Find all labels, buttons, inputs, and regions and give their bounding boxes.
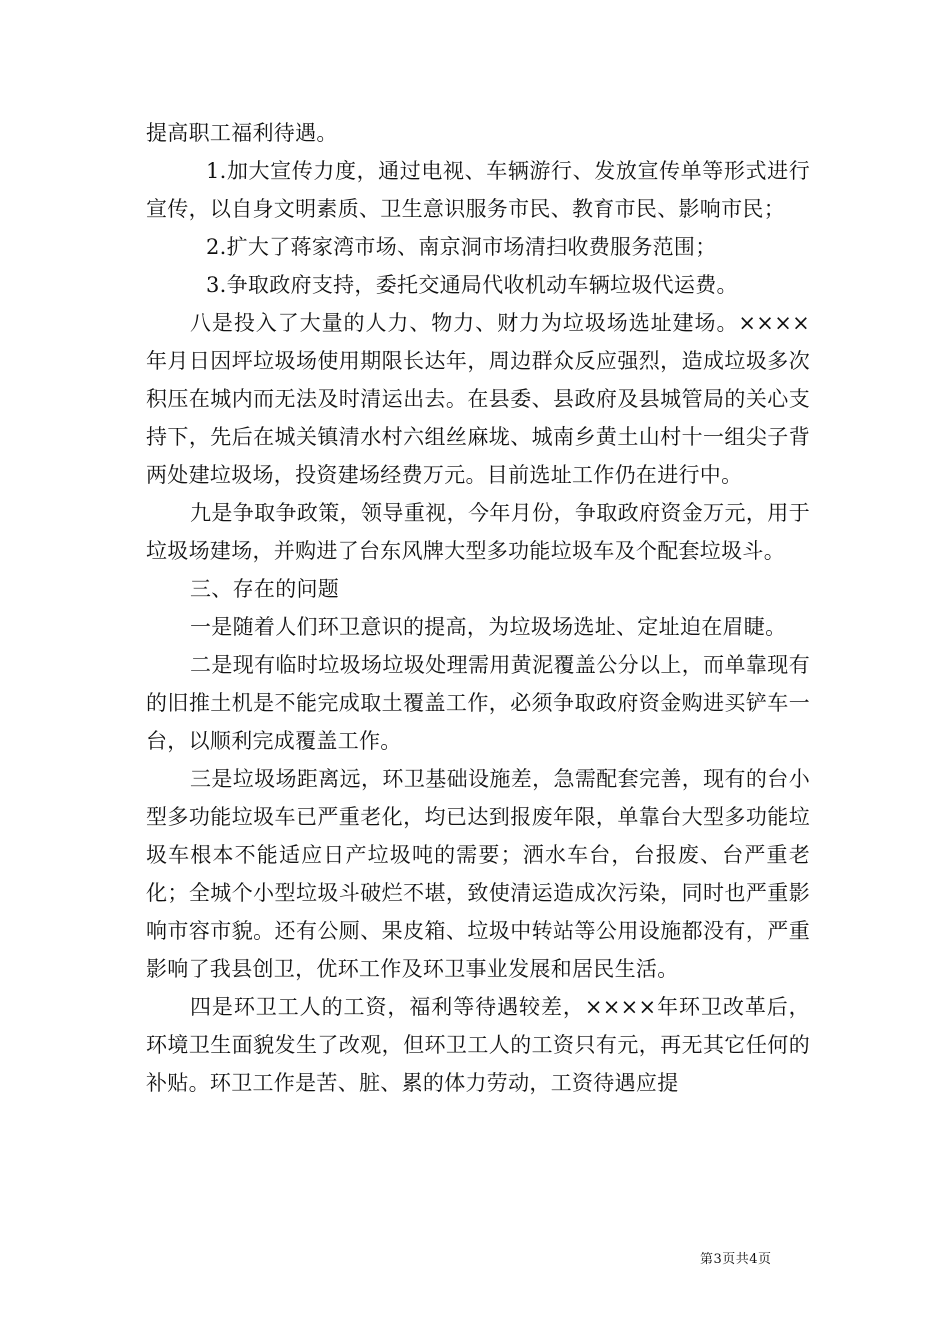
- problem-3: 三是垃圾场距离远，环卫基础设施差，急需配套完善，现有的台小型多功能垃圾车已严重老化，均已达到报废年限，单靠台大型多功能垃圾车根本不能适应日产垃圾吨的需要；洒水车台，台报废、台严重老化；全城个小型垃圾斗破烂不堪，致使清运造成次污染，同时也严重影响市容市貌。还有公厕、果皮箱、垃圾中转站等公用设施都没有，严重影响了我县创卫，优环工作及环卫事业发展和居民生活。: [146, 767, 810, 981]
- problem-2: 二是现有临时垃圾场垃圾处理需用黄泥覆盖公分以上，而单靠现有的旧推土机是不能完成取土覆盖工作，必须争取政府资金购进买铲车一台，以顺利完成覆盖工作。: [146, 653, 810, 753]
- paragraph-continuation: 提高职工福利待遇。: [146, 121, 338, 145]
- page-number: 第3页共4页: [700, 1252, 772, 1267]
- problem-4: 四是环卫工人的工资，福利等待遇较差，××××年环卫改革后，环境卫生面貌发生了改观，但环卫工人的工资只有元，再无其它任何的补贴。环卫工作是苦、脏、累的体力劳动，工资待遇应提: [146, 995, 810, 1095]
- section-heading-problems: 三、存在的问题: [190, 577, 340, 601]
- list-item-1: 1.加大宣传力度，通过电视、车辆游行、发放宣传单等形式进行宣传，以自身文明素质、卫生意识服务市民、教育市民、影响市民；: [146, 159, 810, 221]
- paragraph-ninth: 九是争取争政策，领导重视，今年月份，争取政府资金万元，用于垃圾场建场，并购进了台东风牌大型多功能垃圾车及个配套垃圾斗。: [146, 501, 810, 563]
- list-item-2: 2.扩大了蒋家湾市场、南京洞市场清扫收费服务范围；: [206, 235, 717, 259]
- paragraph-eighth: 八是投入了大量的人力、物力、财力为垃圾场选址建场。××××年月日因坪垃圾场使用期限长达年，周边群众反应强烈，造成垃圾多次积压在城内而无法及时清运出去。在县委、县政府及县城管局的关心支持下，先后在城关镇清水村六组丝麻垅、城南乡黄土山村十一组尖子背两处建垃圾场，投资建场经费万元。目前选址工作仍在进行中。: [146, 311, 810, 487]
- document-body: [146, 114, 810, 1102]
- problem-1: 一是随着人们环卫意识的提高，为垃圾场选址、定址迫在眉睫。: [190, 615, 787, 639]
- list-item-3: 3.争取政府支持，委托交通局代收机动车辆垃圾代运费。: [206, 273, 738, 297]
